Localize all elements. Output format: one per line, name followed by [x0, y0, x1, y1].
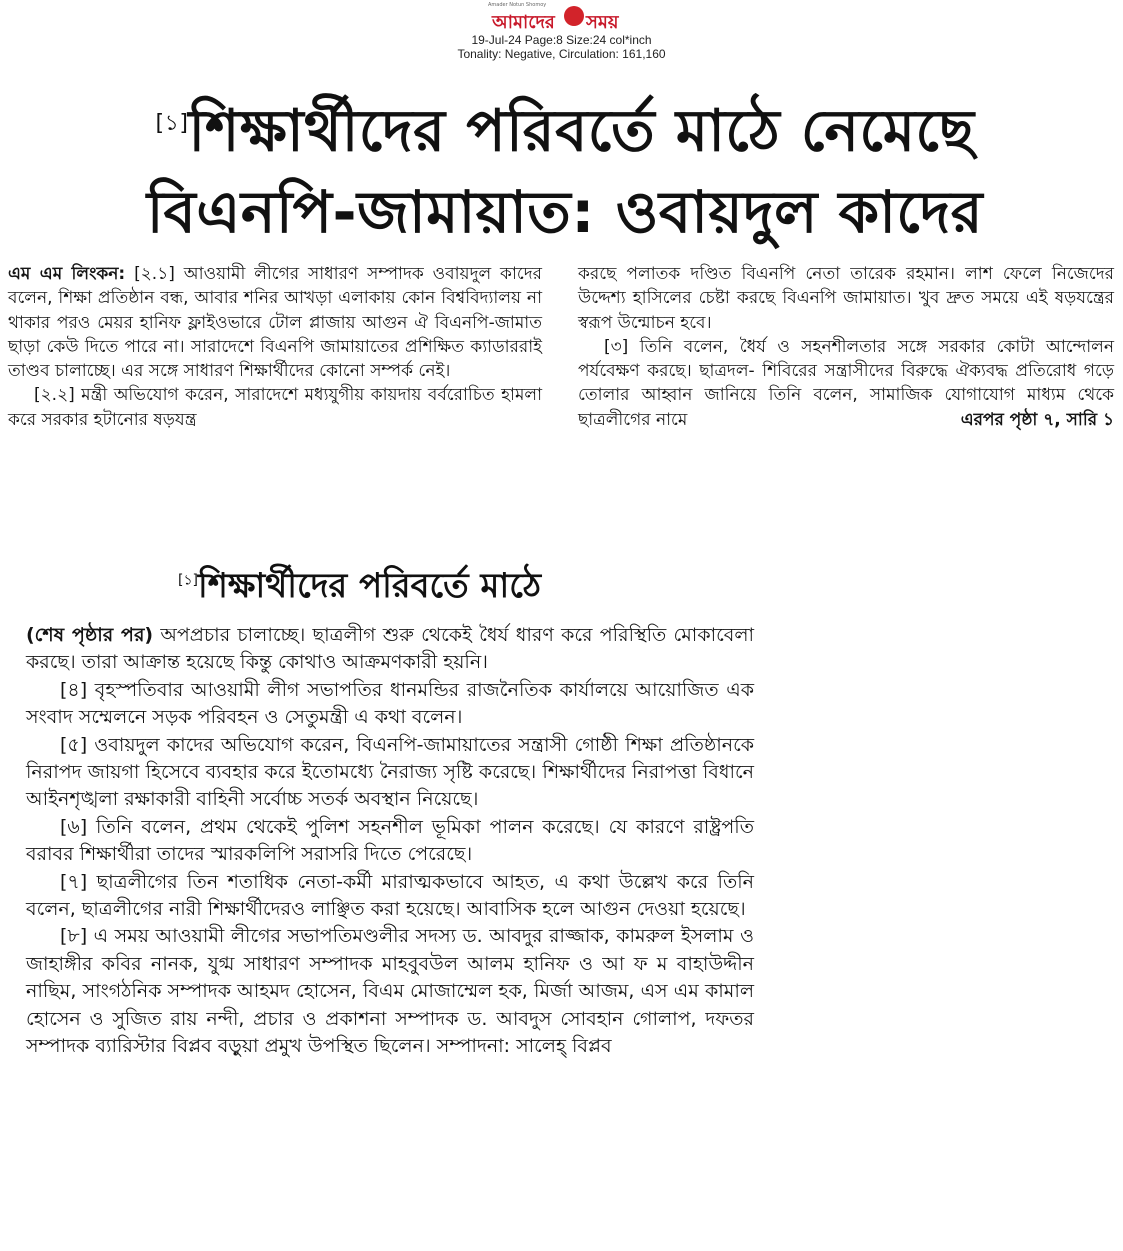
headline-line-1 — [40, 82, 1090, 172]
logo-word-amader: আমাদের — [492, 12, 555, 33]
paragraph-7: [৭] ছাত্রলীগের তিন শতাধিক নেতা-কর্মী মারাত্মকভাবে আহত, এ কথা উল্লেখ করে তিনি বলেন, ছাত্রলীগের নারী শিক্ষার্থীদেরও লাঞ্ছিত করা হয়েছে। আবাসিক হলে আগুন দেওয়া হয়েছে। — [26, 870, 754, 921]
continuation-paragraph-1: অপপ্রচার চালাচ্ছে। ছাত্রলীগ শুরু থেকেই ধৈর্য ধারণ করে পরিস্থিতি মোকাবেলা করছে। তারা আক্রান্ত হয়েছে কিন্তু কোথাও আক্রমণকারী হয়নি। — [26, 624, 754, 674]
continuation-subhead — [178, 560, 541, 617]
continuation-lead: (শেষ পৃষ্ঠার পর) — [26, 624, 154, 646]
byline: এম এম লিংকন: — [8, 264, 126, 284]
paragraph-5: [৫] ওবায়দুল কাদের অভিযোগ করেন, বিএনপি-জামায়াতের সন্ত্রাসী গোষ্ঠী শিক্ষা প্রতিষ্ঠানকে নিরাপদ জায়গা হিসেবে ব্যবহার করে ইতোমধ্যে নৈরাজ্য সৃষ্টি করেছে। শিক্ষার্থীদের নিরাপত্তা বিধানে আইনশৃঙ্খলা রক্ষাকারী বাহিনী সর্বোচ্চ সতর্ক অবস্থান নিয়েছে। — [26, 733, 754, 811]
headline-marker: [১] — [155, 111, 189, 136]
logo-emblem-icon — [564, 6, 584, 26]
paragraph-6: [৬] তিনি বলেন, প্রথম থেকেই পুলিশ সহনশীল ভূমিকা পালন করেছে। যে কারণে রাষ্ট্রপতি বরাবর শিক্ষার্থীরা তাদের স্মারকলিপি সরাসরি দিতে পেরেছে। — [26, 815, 754, 866]
clipping-meta-tonality: Tonality: Negative, Circulation: 161,160 — [457, 47, 666, 61]
logo-tagline: Amader Notun Shomoy — [488, 2, 547, 8]
paragraph-2-1: [২.১] আওয়ামী লীগের সাধারণ সম্পাদক ওবায়দুল কাদের বলেন, শিক্ষা প্রতিষ্ঠান বন্ধ, আবার শনির আখড়া এলাকায় কোন বিশ্ববিদ্যালয় না থাকার পরও মেয়র হানিফ ফ্লাইওভারে টোল প্লাজায় আগুন ঐ বিএনপি-জামাত ছাড়া কেউ দিতে পারে না। সারাদেশে বিএনপি জামায়াতের প্রশিক্ষিত ক্যাডাররাই তাণ্ডব চালাচ্ছে। এর সঙ্গে সাধারণ শিক্ষার্থীদের কোনো সম্পর্ক নেই। — [8, 264, 542, 382]
headline-line-2: বিএনপি-জামায়াত: ওবায়দুল কাদের — [146, 178, 984, 246]
masthead — [0, 0, 1123, 62]
paragraph-3: [৩] তিনি বলেন, ধৈর্য ও সহনশীলতার সঙ্গে সরকার কোটা আন্দোলন পর্যবেক্ষণ করছে। ছাত্রদল- শিবিরের সন্ত্রাসীদের বিরুদ্ধে ঐক্যবদ্ধ প্রতিরোধ গড়ে তোলার আহ্বান জানিয়ে তিনি বলেন, সামাজিক যোগাযোগ মাধ্যম থেকে ছাত্রলীগের নামে — [578, 336, 1114, 430]
continued-to-label: এরপর পৃষ্ঠা ৭, সারি ১ — [960, 410, 1114, 431]
clipping-meta-date-page: 19-Jul-24 Page:8 Size:24 col*inch — [471, 33, 652, 47]
logo-word-shomoy: সময় — [586, 12, 619, 33]
newspaper-logo — [488, 2, 636, 32]
article-column-left — [8, 262, 542, 432]
continuation-body — [26, 622, 754, 1061]
paragraph-8: [৮] এ সময় আওয়ামী লীগের সভাপতিমণ্ডলীর সদস্য ড. আবদুর রাজ্জাক, কামরুল ইসলাম ও জাহাঙ্গীর কবির নানক, যুগ্ম সাধারণ সম্পাদক মাহবুবউল আলম হানিফ ও আ ফ ম বাহাউদ্দীন নাছিম, সাংগঠনিক সম্পাদক আহমদ হোসেন, বিএম মোজাম্মেল হক, মির্জা আজম, এস এম কামাল হোসেন ও সুজিত রায় নন্দী, প্রচার ও প্রকাশনা সম্পাদক ড. আবদুস সোবহান গোলাপ, দফতর সম্পাদক ব্যারিস্টার বিপ্লব বড়ুয়া প্রমুখ উপস্থিত ছিলেন। সম্পাদনা: সালেহ্ বিপ্লব — [26, 925, 754, 1058]
article-column-right — [578, 262, 1114, 432]
paragraph-2-2: [২.২] মন্ত্রী অভিযোগ করেন, সারাদেশে মধ্যযুগীয় কায়দায় বর্বরোচিত হামলা করে সরকার হটানোর ষড়যন্ত্র — [8, 385, 542, 430]
headline-text-1: শিক্ষার্থীদের পরিবর্তে মাঠে নেমেছে — [188, 96, 975, 165]
paragraph-2-2-cont: করছে পলাতক দণ্ডিত বিএনপি নেতা তারেক রহমান। লাশ ফেলে নিজেদের উদ্দেশ্য হাসিলের চেষ্টা করছে বিএনপি জামায়াত। খুব দ্রুত সময়ে এই ষড়যন্ত্রের স্বরূপ উন্মোচন হবে। — [578, 264, 1114, 333]
paragraph-4: [৪] বৃহস্পতিবার আওয়ামী লীগ সভাপতির ধানমন্ডির রাজনৈতিক কার্যালয়ে আয়োজিত এক সংবাদ সম্মেলনে সড়ক পরিবহন ও সেতুমন্ত্রী এ কথা বলেন। — [26, 678, 754, 729]
subhead-marker: [১] — [178, 572, 199, 589]
subhead-text: শিক্ষার্থীদের পরিবর্তে মাঠে — [198, 566, 542, 606]
